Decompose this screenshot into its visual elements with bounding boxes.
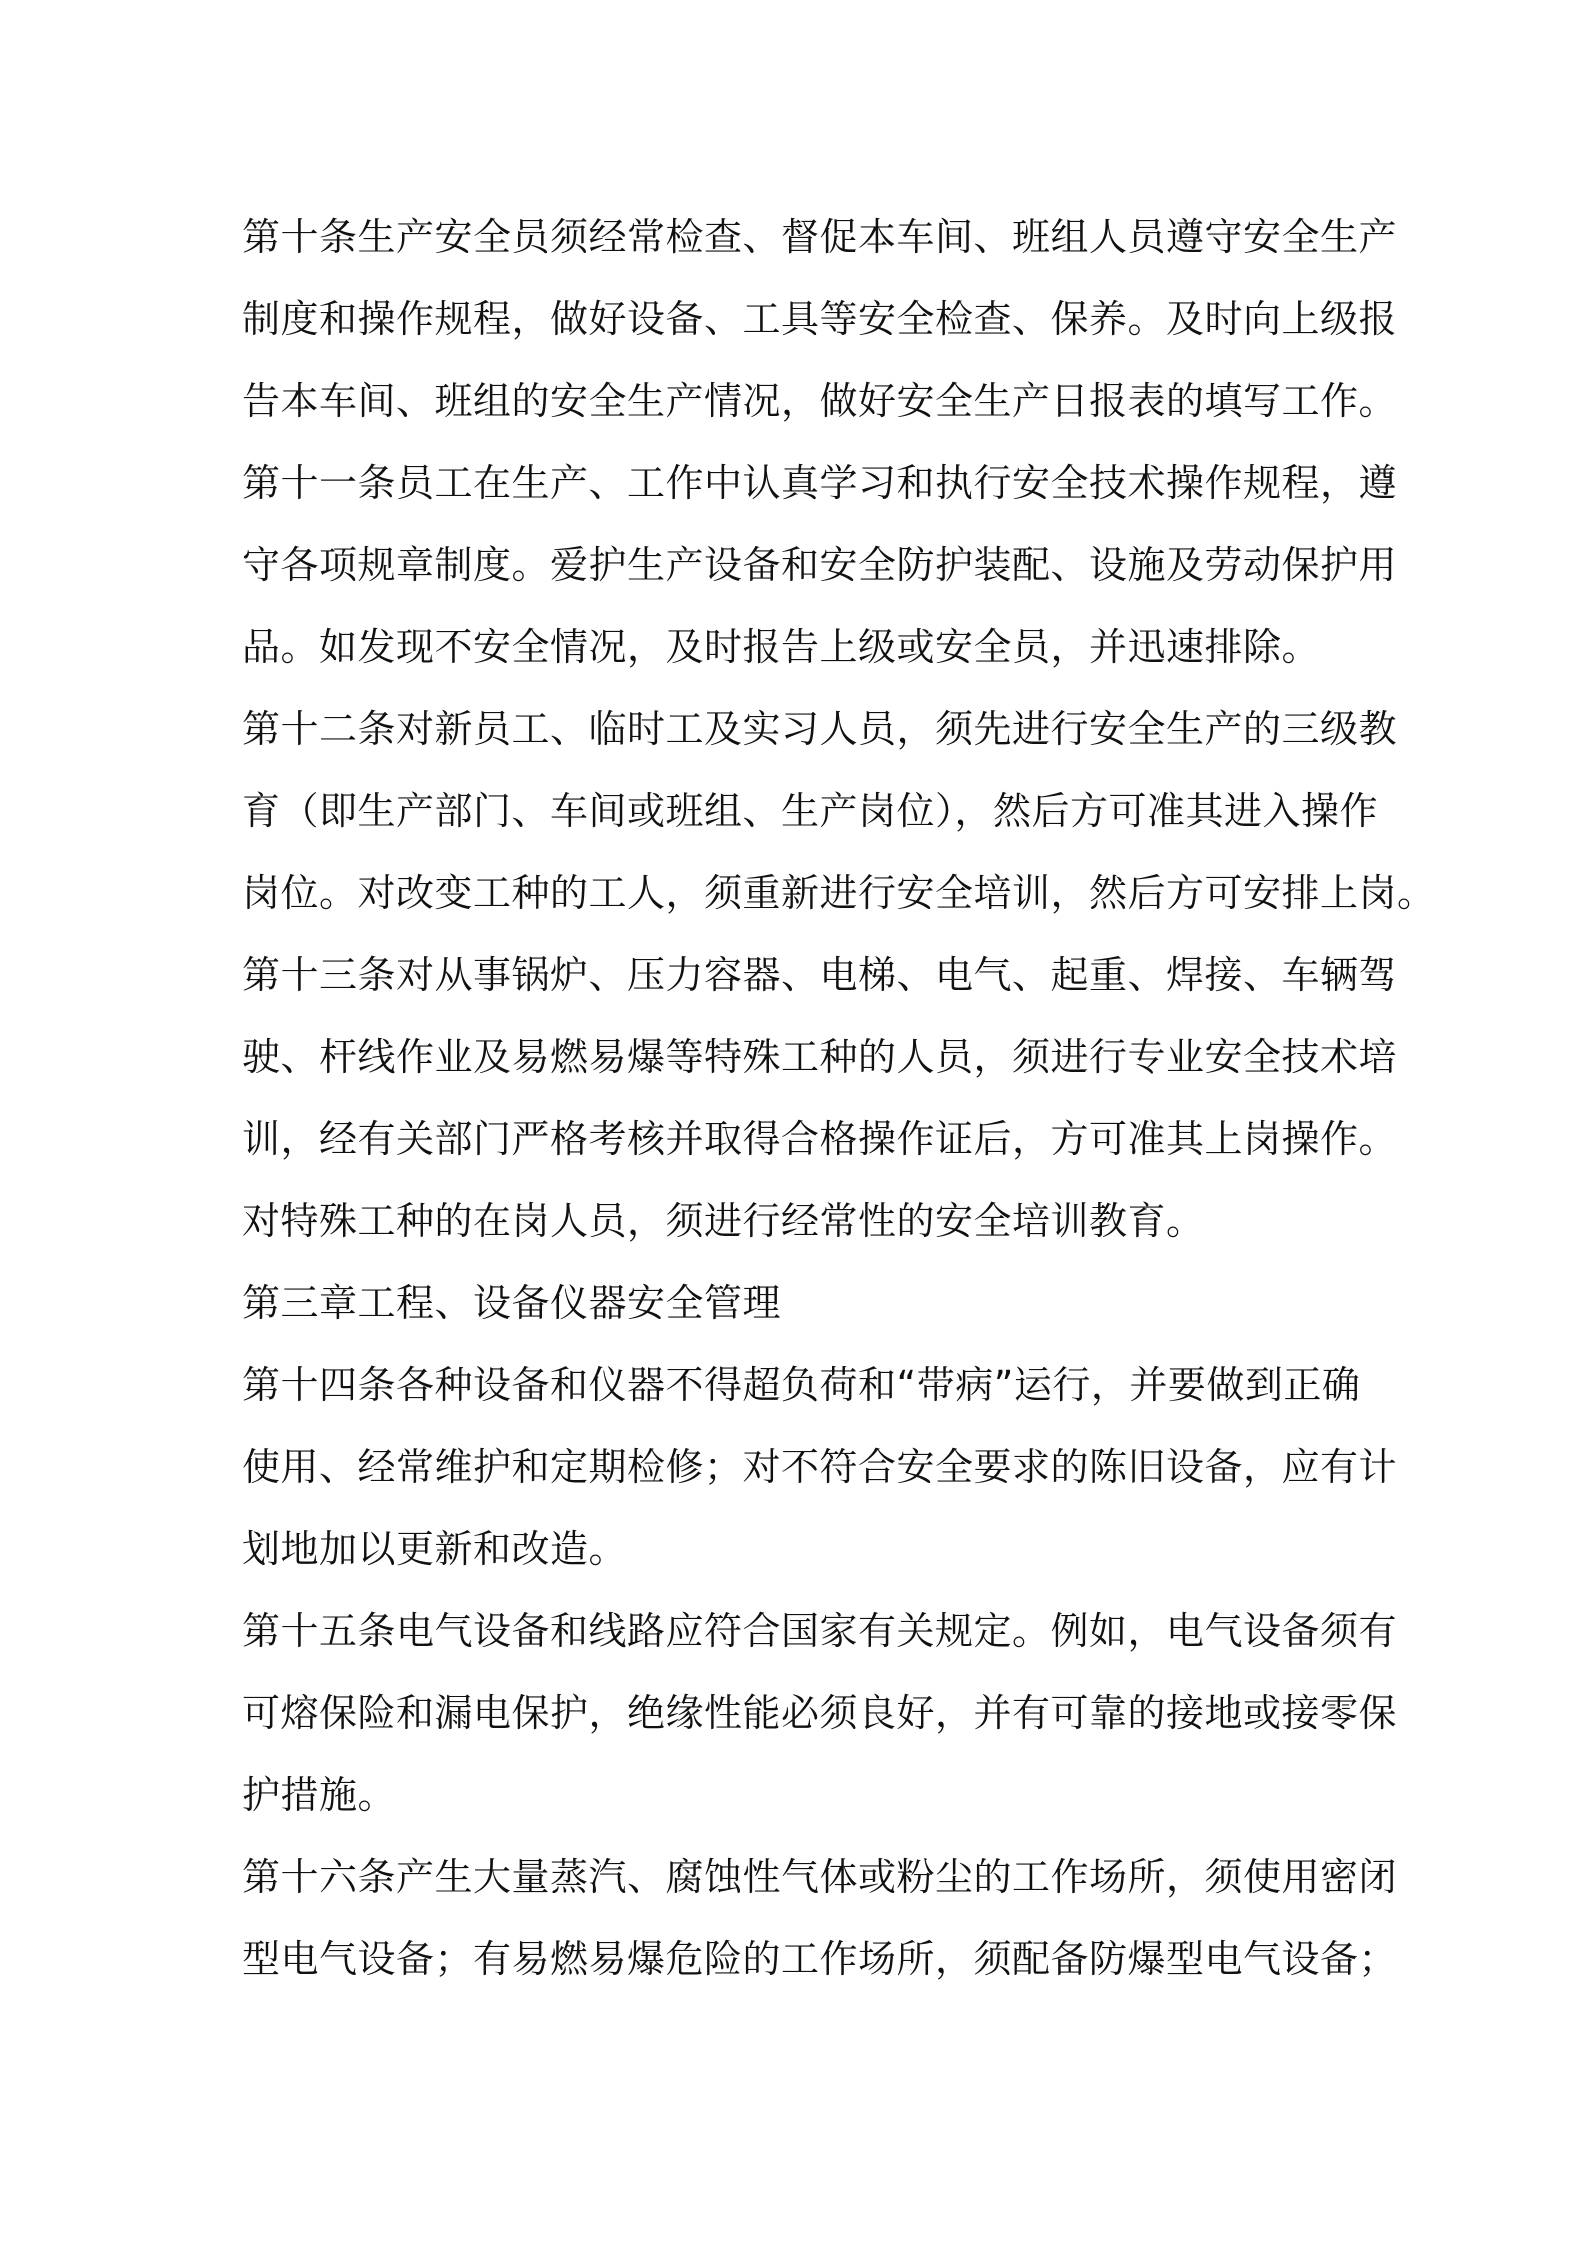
text-line: 告本车间、班组的安全生产情况，做好安全生产日报表的填写工作。 <box>242 379 1398 423</box>
text-line: 型电气设备；有易燃易爆危险的工作场所，须配备防爆型电气设备； <box>242 1937 1398 1981</box>
text-line: 第十四条各种设备和仪器不得超负荷和“带病”运行，并要做到正确 <box>242 1363 1361 1407</box>
text-line: 制度和操作规程，做好设备、工具等安全检查、保养。及时向上级报 <box>242 297 1398 341</box>
text-line: 护措施。 <box>242 1773 397 1817</box>
chapter-heading: 第三章工程、设备仪器安全管理 <box>242 1281 782 1325</box>
text-line: 训，经有关部门严格考核并取得合格操作证后，方可准其上岗操作。 <box>242 1117 1398 1161</box>
text-line: 第十二条对新员工、临时工及实习人员，须先进行安全生产的三级教 <box>242 707 1398 751</box>
text-line: 驶、杆线作业及易燃易爆等特殊工种的人员，须进行专业安全技术培 <box>242 1035 1398 1079</box>
text-line: 第十条生产安全员须经常检查、督促本车间、班组人员遵守安全生产 <box>242 215 1398 259</box>
document-body <box>242 196 1436 2000</box>
text-line: 对特殊工种的在岗人员，须进行经常性的安全培训教育。 <box>242 1199 1205 1243</box>
text-line: 第十五条电气设备和线路应符合国家有关规定。例如，电气设备须有 <box>242 1609 1398 1653</box>
text-line: 第十一条员工在生产、工作中认真学习和执行安全技术操作规程，遵 <box>242 461 1398 505</box>
text-line: 育（即生产部门、车间或班组、生产岗位），然后方可准其进入操作 <box>242 789 1379 833</box>
text-line: 第十三条对从事锅炉、压力容器、电梯、电气、起重、焊接、车辆驾 <box>242 953 1398 997</box>
text-line: 划地加以更新和改造。 <box>242 1527 628 1571</box>
text-line: 守各项规章制度。爱护生产设备和安全防护装配、设施及劳动保护用 <box>242 543 1398 587</box>
text-line: 第十六条产生大量蒸汽、腐蚀性气体或粉尘的工作场所，须使用密闭 <box>242 1855 1398 1899</box>
text-line: 品。如发现不安全情况，及时报告上级或安全员，并迅速排除。 <box>242 625 1321 669</box>
text-line: 可熔保险和漏电保护，绝缘性能必须良好，并有可靠的接地或接零保 <box>242 1691 1398 1735</box>
text-line: 岗位。对改变工种的工人，须重新进行安全培训，然后方可安排上岗。 <box>242 871 1436 915</box>
text-line: 使用、经常维护和定期检修；对不符合安全要求的陈旧设备，应有计 <box>242 1445 1398 1489</box>
